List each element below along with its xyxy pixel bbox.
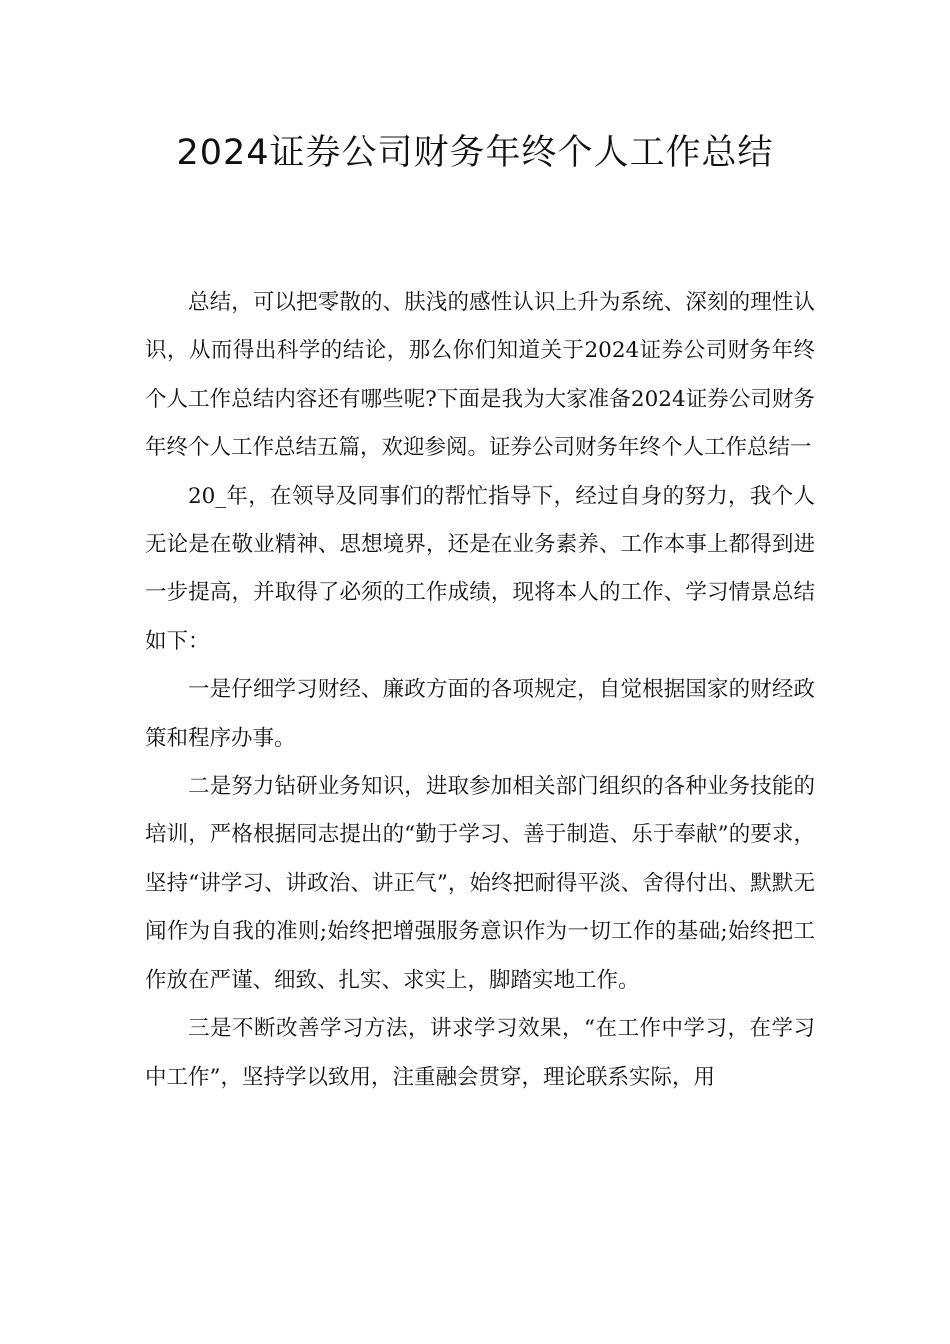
paragraph-overview: 20_年，在领导及同事们的帮忙指导下，经过自身的努力，我个人无论是在敬业精神、思想境界，还是在业务素养、工作本事上都得到进一步提高，并取得了必须的工作成绩，现将本人的工作、学习情景总结如下： [145,483,815,654]
document-title: 2024证券公司财务年终个人工作总结 [176,133,774,173]
paragraph-intro: 总结，可以把零散的、肤浅的感性认识上升为系统、深刻的理性认识，从而得出科学的结论，那么你们知道关于2024证券公司财务年终个人工作总结内容还有哪些呢?下面是我为大家准备2024证券公司财务年终个人工作总结五篇，欢迎参阅。证券公司财务年终个人工作总结一 [145,290,815,461]
paragraph-point-one: 一是仔细学习财经、廉政方面的各项规定，自觉根据国家的财经政策和程序办事。 [145,677,815,751]
paragraph-point-three: 三是不断改善学习方法，讲求学习效果，“在工作中学习，在学习中工作”，坚持学以致用，注重融会贯穿，理论联系实际，用 [145,1016,815,1090]
document-body [145,279,815,1102]
paragraph-point-two: 二是努力钻研业务知识，进取参加相关部门组织的各种业务技能的培训，严格根据同志提出的“勤于学习、善于制造、乐于奉献”的要求，坚持“讲学习、讲政治、讲正气”，始终把耐得平淡、舍得付出、默默无闻作为自我的准则;始终把增强服务意识作为一切工作的基础;始终把工作放在严谨、细致、扎实、求实上，脚踏实地工作。 [145,774,815,993]
